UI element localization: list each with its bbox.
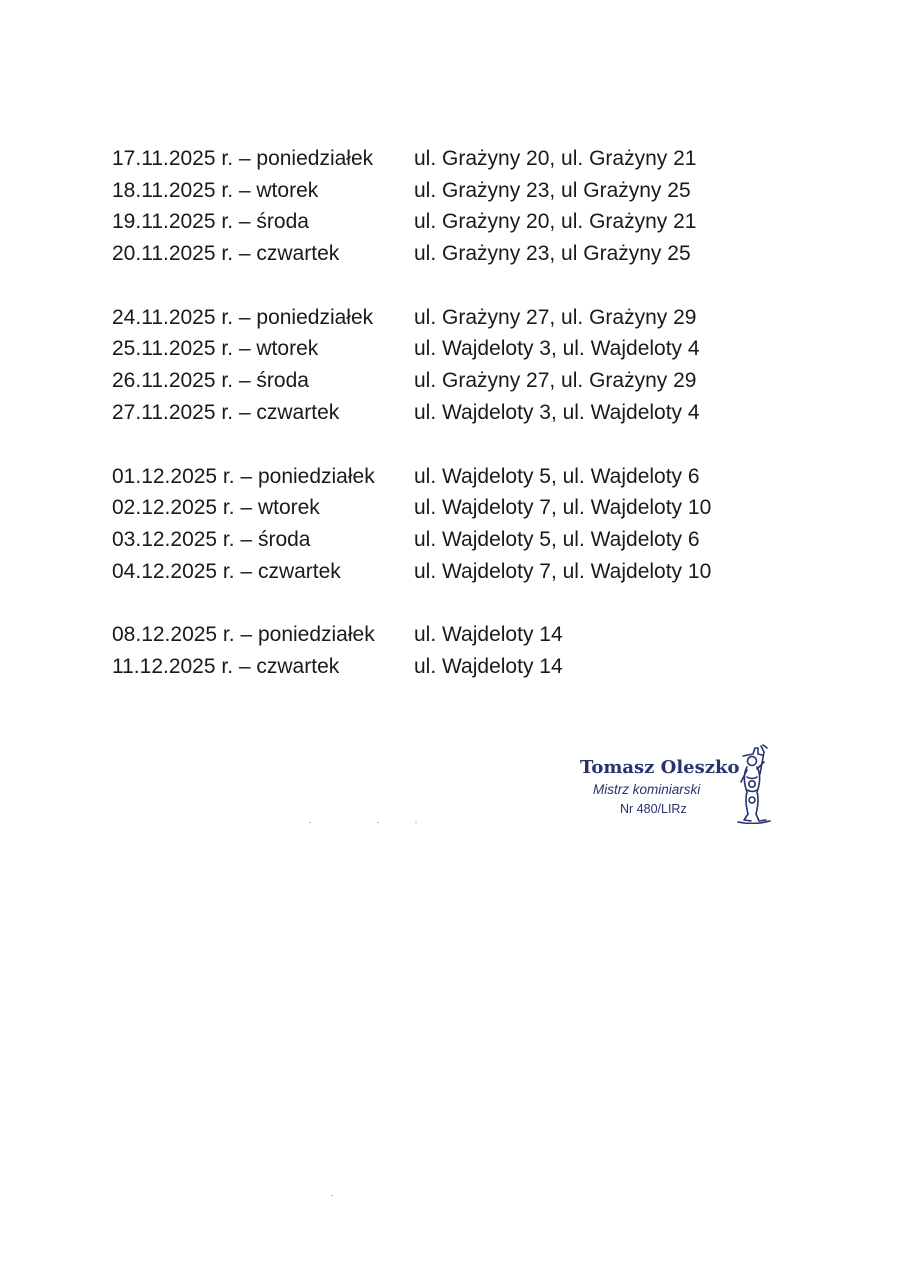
schedule-row bbox=[112, 333, 752, 365]
schedule-date: 18.11.2025 r. – wtorek bbox=[112, 178, 319, 202]
scan-speck bbox=[331, 1195, 333, 1196]
stamp bbox=[577, 744, 777, 826]
schedule-row bbox=[112, 651, 752, 683]
scan-speck bbox=[415, 822, 417, 823]
schedule-date: 08.12.2025 r. – poniedziałek bbox=[112, 623, 375, 647]
stamp-number: Nr 480/LIRz bbox=[620, 802, 687, 816]
schedule-row bbox=[112, 302, 752, 334]
schedule-row bbox=[112, 143, 752, 175]
schedule-address: ul. Grażyny 27, ul. Grażyny 29 bbox=[414, 305, 697, 329]
schedule-date: 17.11.2025 r. – poniedziałek bbox=[112, 147, 374, 170]
schedule-group bbox=[112, 461, 752, 588]
schedule-group bbox=[112, 143, 752, 270]
schedule-address: ul. Grażyny 20, ul. Grażyny 21 bbox=[414, 147, 697, 170]
schedule-address: ul. Wajdeloty 3, ul. Wajdeloty 4 bbox=[414, 400, 700, 424]
schedule-date: 19.11.2025 r. – środa bbox=[112, 210, 309, 234]
schedule-date: 03.12.2025 r. – środa bbox=[112, 527, 311, 551]
schedule-date: 02.12.2025 r. – wtorek bbox=[112, 496, 320, 520]
scan-speck bbox=[309, 822, 311, 823]
schedule-address: ul. Wajdeloty 7, ul. Wajdeloty 10 bbox=[414, 496, 712, 520]
schedule-date: 01.12.2025 r. – poniedziałek bbox=[112, 464, 375, 488]
schedule-row bbox=[112, 524, 752, 556]
schedule-row bbox=[112, 492, 752, 524]
schedule-date: 04.12.2025 r. – czwartek bbox=[112, 559, 341, 583]
schedule-row bbox=[112, 206, 752, 238]
schedule-row bbox=[112, 397, 752, 429]
schedule-address: ul. Wajdeloty 14 bbox=[414, 623, 563, 647]
schedule-date: 26.11.2025 r. – środa bbox=[112, 369, 309, 393]
schedule-date: 27.11.2025 r. – czwartek bbox=[112, 400, 340, 424]
schedule-date: 24.11.2025 r. – poniedziałek bbox=[112, 305, 374, 329]
schedule-address: ul. Grażyny 27, ul. Grażyny 29 bbox=[414, 369, 697, 393]
chimney-sweep-figure-icon bbox=[733, 744, 771, 824]
stamp-name: Tomasz Oleszko bbox=[580, 757, 740, 778]
schedule-address: ul. Wajdeloty 7, ul. Wajdeloty 10 bbox=[414, 559, 712, 583]
schedule-address: ul. Wajdeloty 5, ul. Wajdeloty 6 bbox=[414, 527, 700, 551]
schedule-group bbox=[112, 619, 752, 682]
schedule-row bbox=[112, 365, 752, 397]
stamp-title: Mistrz kominiarski bbox=[593, 782, 701, 797]
schedule-row bbox=[112, 619, 752, 651]
schedule-address: ul. Grażyny 23, ul Grażyny 25 bbox=[414, 178, 691, 202]
schedule-address: ul. Grażyny 23, ul Grażyny 25 bbox=[414, 242, 691, 266]
schedule-address: ul. Wajdeloty 14 bbox=[414, 654, 563, 678]
schedule-address: ul. Wajdeloty 3, ul. Wajdeloty 4 bbox=[414, 337, 700, 361]
schedule-row bbox=[112, 556, 752, 588]
schedule-row bbox=[112, 461, 752, 493]
schedule bbox=[112, 143, 752, 715]
schedule-address: ul. Wajdeloty 5, ul. Wajdeloty 6 bbox=[414, 464, 700, 488]
schedule-address: ul. Grażyny 20, ul. Grażyny 21 bbox=[414, 210, 697, 234]
schedule-date: 11.12.2025 r. – czwartek bbox=[112, 654, 340, 678]
schedule-date: 20.11.2025 r. – czwartek bbox=[112, 242, 340, 266]
schedule-date: 25.11.2025 r. – wtorek bbox=[112, 337, 319, 361]
scan-speck bbox=[377, 822, 379, 823]
schedule-row bbox=[112, 238, 752, 270]
schedule-group bbox=[112, 302, 752, 429]
schedule-row bbox=[112, 175, 752, 207]
